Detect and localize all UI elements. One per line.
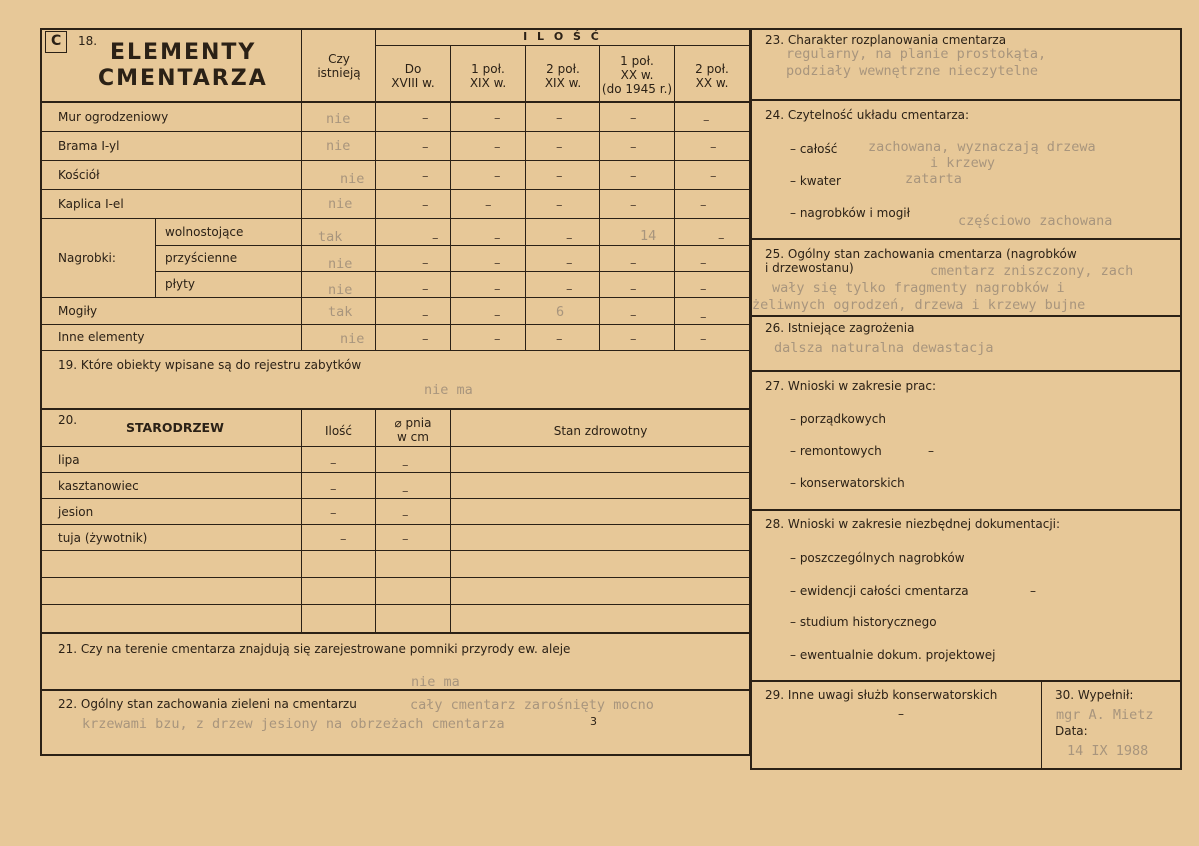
s24-bottom-line xyxy=(750,238,1182,240)
tree-diam-lipa: – xyxy=(402,458,409,473)
tree-qty-tuja: – xyxy=(340,532,347,547)
period-2p19: 2 poł. XIX w. xyxy=(544,62,582,90)
section-25-value-2: wały się tylko fragmenty nagrobków i xyxy=(772,280,1065,296)
cell-wolnostojace-1: – xyxy=(494,231,501,246)
exists-kaplica: nie xyxy=(328,196,353,212)
cell-przyscienne-0: – xyxy=(422,256,429,271)
s27-bottom-line xyxy=(750,509,1182,511)
section-25-label-2: i drzewostanu) xyxy=(765,261,854,275)
page-number: 3 xyxy=(590,715,597,728)
cell-przyscienne-4: – xyxy=(700,256,707,271)
section-23-value-2: podziały wewnętrzne nieczytelne xyxy=(786,63,1038,79)
section-23-value-1: regularny, na planie prostokąta, xyxy=(786,46,1047,62)
cell-plyty-0: – xyxy=(422,282,429,297)
section-26-label: 26. Istniejące zagrożenia xyxy=(765,321,915,335)
cell-mogily-1: – xyxy=(494,308,501,323)
section-19-label: 19. Które obiekty wpisane są do rejestru zabytków xyxy=(58,358,362,372)
cell-kosciol-3: – xyxy=(630,169,637,184)
col-diam-label-1: ⌀ pnia xyxy=(394,416,432,430)
nagrobki-label: Nagrobki: xyxy=(58,251,116,265)
exists-mur: nie xyxy=(326,111,351,127)
s26-bottom-line xyxy=(750,370,1182,372)
col-diam-label-2: w cm xyxy=(397,430,429,444)
date-value: 14 IX 1988 xyxy=(1067,743,1149,759)
cell-brama-2: – xyxy=(556,140,563,155)
cell-mur-2: – xyxy=(556,111,563,126)
s20-row-line xyxy=(40,604,751,605)
nagrobki-divider xyxy=(155,218,156,297)
tree-name-jesion: jesion xyxy=(58,505,94,519)
tree-name-tuja: tuja (żywotnik) xyxy=(58,531,148,545)
s23-bottom-line xyxy=(750,99,1182,101)
cell-kaplica-3: – xyxy=(630,198,637,213)
row-line xyxy=(155,271,751,272)
cell-plyty-4: – xyxy=(700,282,707,297)
cell-inne-3: – xyxy=(630,332,637,347)
s28-item-nagrobkow: – poszczególnych nagrobków xyxy=(790,551,965,565)
col-divider-1p19 xyxy=(450,46,451,350)
row-line xyxy=(40,160,751,161)
section-27-label: 27. Wnioski w zakresie prac: xyxy=(765,379,937,393)
s28-item-studium: – studium historycznego xyxy=(790,615,937,629)
element-label-mur: Mur ogrodzeniowy xyxy=(58,110,169,124)
cell-inne-4: – xyxy=(700,332,707,347)
s28-item-ewidencji: – ewidencji całości cmentarza xyxy=(790,584,969,598)
section-23-label: 23. Charakter rozplanowania cmentarza xyxy=(765,33,1007,47)
row-line xyxy=(40,131,751,132)
s24-value-kwater: zatarta xyxy=(905,171,962,187)
element-label-mogily: Mogiły xyxy=(58,304,98,318)
element-label-przyscienne: przyścienne xyxy=(165,251,238,265)
section-25-value-1: cmentarz zniszczony, zach xyxy=(930,263,1134,279)
s27-item-porzadkowych: – porządkowych xyxy=(790,412,886,426)
element-label-inne: Inne elementy xyxy=(58,330,145,344)
quantity-underline xyxy=(375,45,750,46)
cell-inne-0: – xyxy=(422,332,429,347)
s21-bottom-line xyxy=(40,689,751,691)
s20-row-line xyxy=(40,550,751,551)
s24-value-nagrobkow: częściowo zachowana xyxy=(958,213,1113,229)
tree-name-lipa: lipa xyxy=(58,453,80,467)
s20-col-divider xyxy=(301,408,302,633)
header-bottom-line xyxy=(40,101,751,103)
s24-item-calosc: – całość xyxy=(790,142,838,156)
exists-brama: nie xyxy=(326,138,351,154)
row-line xyxy=(40,350,751,351)
col-state-label: Stan zdrowotny xyxy=(553,424,648,438)
cell-plyty-2: – xyxy=(566,282,573,297)
period-1p19: 1 poł. XIX w. xyxy=(469,62,507,90)
cell-brama-1: – xyxy=(494,140,501,155)
tree-qty-jesion: – xyxy=(330,506,337,521)
col-divider-exists xyxy=(301,30,302,350)
period-1p20: 1 poł. XX w. (do 1945 r.) xyxy=(601,54,673,96)
section-24-label: 24. Czytelność układu cmentarza: xyxy=(765,108,970,122)
section-26-value: dalsza naturalna dewastacja xyxy=(774,340,994,356)
cell-kaplica-0: – xyxy=(422,198,429,213)
section-22-label: 22. Ogólny stan zachowania zieleni na cmentarzu xyxy=(58,697,357,711)
starodrzew-title: STARODRZEW xyxy=(126,420,224,435)
s24-item-kwater: – kwater xyxy=(790,174,841,188)
cell-mur-0: – xyxy=(422,111,429,126)
cell-kaplica-2: – xyxy=(556,198,563,213)
form-letter: C xyxy=(51,33,62,49)
tree-qty-lipa: – xyxy=(330,456,337,471)
cell-przyscienne-3: – xyxy=(630,256,637,271)
element-label-kaplica: Kaplica I-el xyxy=(58,197,124,211)
s24-item-nagrobkow: – nagrobków i mogił xyxy=(790,206,911,220)
s27-remont-value: – xyxy=(928,444,934,458)
col-qty-label: Ilość xyxy=(324,424,353,438)
section-22-value-2: krzewami bzu, z drzew jesiony na obrzeżach cmentarza xyxy=(82,716,505,732)
section-19-value: nie ma xyxy=(424,382,473,398)
s28-item-ewentualnie: – ewentualnie dokum. projektowej xyxy=(790,648,996,662)
s27-item-remontowych: – remontowych xyxy=(790,444,882,458)
element-label-kosciol: Kościół xyxy=(58,168,100,182)
col-divider-2p20 xyxy=(674,46,675,350)
cell-plyty-1: – xyxy=(494,282,501,297)
section-21-label: 21. Czy na terenie cmentarza znajdują się zarejestrowane pomniki przyrody ew. aleje xyxy=(58,642,571,656)
cell-wolnostojace-0: – xyxy=(432,231,439,246)
tree-diam-tuja: – xyxy=(402,532,409,547)
s20-header-line xyxy=(40,446,751,447)
cell-mur-4: – xyxy=(703,113,710,128)
section-22-value-1: cały cmentarz zarośnięty mocno xyxy=(410,697,654,713)
s20-bottom-line xyxy=(40,632,751,634)
cell-brama-4: – xyxy=(710,140,717,155)
s20-row-line xyxy=(40,498,751,499)
section-29-value: – xyxy=(898,707,904,721)
element-label-brama: Brama I-yl xyxy=(58,139,120,153)
s20-row-line xyxy=(40,524,751,525)
section-25-label-1: 25. Ogólny stan zachowania cmentarza (nagrobków xyxy=(765,247,1077,261)
row-line xyxy=(40,218,751,219)
cell-inne-2: – xyxy=(556,332,563,347)
s19-bottom-line xyxy=(40,408,751,410)
cell-brama-0: – xyxy=(422,140,429,155)
s28-bottom-line xyxy=(750,680,1182,682)
cell-brama-3: – xyxy=(630,140,637,155)
section-21-value: nie ma xyxy=(411,674,460,690)
section-28-label: 28. Wnioski w zakresie niezbędnej dokumentacji: xyxy=(765,517,1061,531)
s24-value-calosc-2: i krzewy xyxy=(930,155,996,171)
cell-kosciol-1: – xyxy=(494,169,501,184)
exists-mogily: tak xyxy=(328,304,353,320)
cell-przyscienne-1: – xyxy=(494,256,501,271)
col-quantity-label: I L O Ś Ć xyxy=(523,30,602,43)
col-exists-label: Czy istnieją xyxy=(317,52,361,80)
s20-col-divider xyxy=(450,408,451,633)
cell-wolnostojace-4: – xyxy=(718,231,725,246)
title-line1: ELEMENTY xyxy=(110,40,257,65)
tree-qty-kasztanowiec: – xyxy=(330,482,337,497)
cell-przyscienne-2: – xyxy=(566,256,573,271)
s24-value-calosc-1: zachowana, wyznaczają drzewa xyxy=(868,139,1096,155)
section-25-value-3: żeliwnych ogrodzeń, drzewa i krzewy bujne xyxy=(752,297,1086,313)
s29-s30-divider xyxy=(1041,680,1042,769)
s20-row-line xyxy=(40,577,751,578)
section-30-label: 30. Wypełnił: xyxy=(1055,688,1134,702)
cell-kosciol-4: – xyxy=(710,169,717,184)
row-line xyxy=(40,189,751,190)
cell-mogily-2: 6 xyxy=(556,304,565,320)
cell-kaplica-1: – xyxy=(485,198,492,213)
filled-by-value: mgr A. Mietz xyxy=(1056,707,1154,723)
exists-inne: nie xyxy=(340,331,365,347)
exists-wolnostojace: tak xyxy=(318,229,343,245)
s27-item-konserwatorskich: – konserwatorskich xyxy=(790,476,905,490)
period-2p20: 2 poł. XX w. xyxy=(695,62,729,90)
element-label-wolnostojace: wolnostojące xyxy=(165,225,244,239)
s25-bottom-line xyxy=(750,315,1182,317)
cell-kaplica-4: – xyxy=(700,198,707,213)
tree-diam-kasztanowiec: – xyxy=(402,484,409,499)
cell-mur-3: – xyxy=(630,111,637,126)
section-29-label: 29. Inne uwagi służb konserwatorskich xyxy=(765,688,998,702)
exists-plyty: nie xyxy=(328,282,353,298)
cell-wolnostojace-2: – xyxy=(566,231,573,246)
element-label-plyty: płyty xyxy=(165,277,195,291)
cell-plyty-3: – xyxy=(630,282,637,297)
cell-mogily-4: – xyxy=(700,310,707,325)
tree-diam-jesion: – xyxy=(402,508,409,523)
s28-ewid-value: – xyxy=(1030,584,1036,598)
cell-kosciol-0: – xyxy=(422,169,429,184)
row-line xyxy=(40,297,751,298)
col-divider-2p19 xyxy=(525,46,526,350)
section-20-number: 20. xyxy=(58,413,78,427)
cell-inne-1: – xyxy=(494,332,501,347)
s20-row-line xyxy=(40,472,751,473)
exists-kosciol: nie xyxy=(340,171,365,187)
title-line2: CMENTARZA xyxy=(98,66,268,91)
tree-name-kasztanowiec: kasztanowiec xyxy=(58,479,139,493)
exists-przyscienne: nie xyxy=(328,256,353,272)
period-do18: Do XVIII w. xyxy=(391,62,435,90)
cell-mogily-0: – xyxy=(422,308,429,323)
cell-wolnostojace-3: 14 xyxy=(640,228,657,244)
cell-mur-1: – xyxy=(494,111,501,126)
date-label: Data: xyxy=(1055,724,1088,738)
row-line xyxy=(155,245,751,246)
cell-kosciol-2: – xyxy=(556,169,563,184)
row-line xyxy=(40,324,751,325)
section-18-number: 18. xyxy=(78,34,98,48)
cell-mogily-3: – xyxy=(630,308,637,323)
